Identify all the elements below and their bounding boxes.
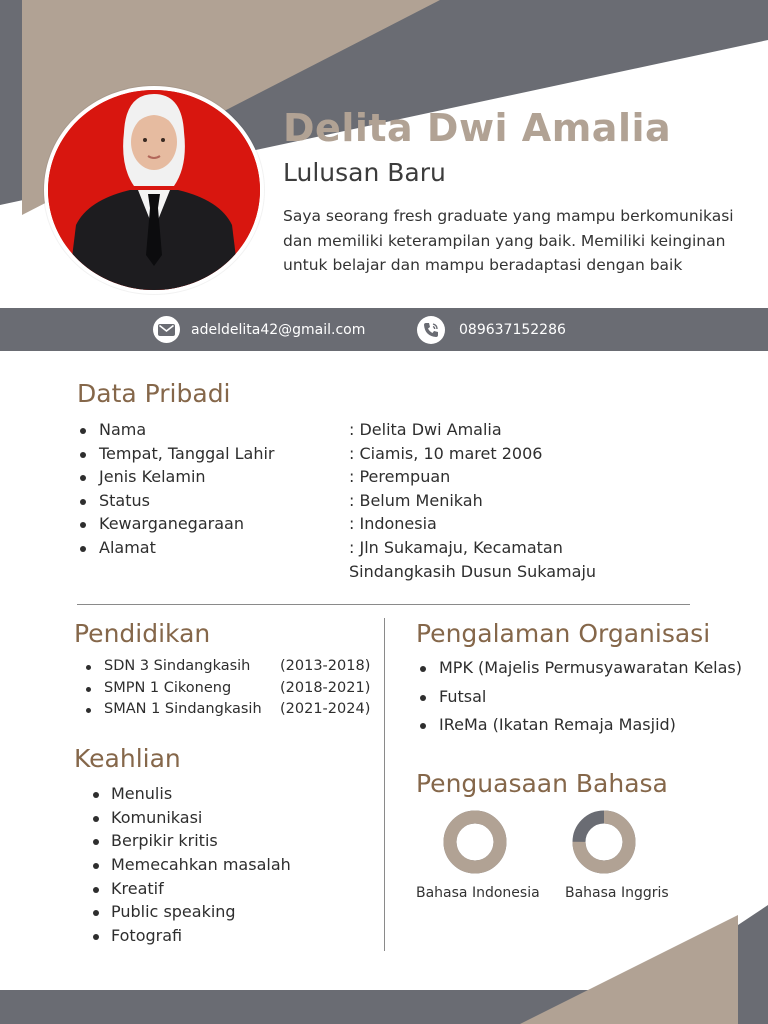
bottom-tan-triangle xyxy=(520,915,738,1024)
language-label-indonesia: Bahasa Indonesia xyxy=(416,885,540,901)
list-item: SDN 3 Sindangkasih (2013-2018) xyxy=(83,658,383,680)
phone-icon xyxy=(417,316,445,344)
profile-summary: Saya seorang fresh graduate yang mampu berkomunikasi dan memiliki keterampilan yang baik. Memiliki keinginan untuk belajar dan mampu beradaptasi dengan baik xyxy=(283,207,734,274)
contact-phone[interactable] xyxy=(417,308,566,351)
section-heading-pendidikan: Pendidikan xyxy=(74,619,211,648)
email-text: adeldelita42@gmail.com xyxy=(191,321,366,338)
section-heading-keahlian: Keahlian xyxy=(74,744,181,773)
profile-photo xyxy=(44,86,264,294)
list-item: SMPN 1 Cikoneng (2018-2021) xyxy=(83,680,383,702)
top-gray-wedge xyxy=(370,0,768,40)
contact-email[interactable] xyxy=(153,308,365,351)
section-heading-organisasi: Pengalaman Organisasi xyxy=(416,619,711,648)
language-label-inggris: Bahasa Inggris xyxy=(565,885,669,901)
column-divider xyxy=(384,618,385,951)
contact-bar xyxy=(0,308,768,351)
ring-fill xyxy=(450,817,500,867)
candidate-title: Lulusan Baru xyxy=(283,158,446,187)
language-ring-inggris xyxy=(569,808,639,878)
list-item: SMAN 1 Sindangkasih (2021-2024) xyxy=(83,701,383,723)
phone-text: 089637152286 xyxy=(459,321,566,338)
bottom-right-gray xyxy=(738,905,768,1024)
section-heading-data-pribadi: Data Pribadi xyxy=(77,379,231,408)
education-list xyxy=(83,658,383,723)
mail-icon xyxy=(153,316,180,343)
language-ring-indonesia xyxy=(440,808,510,878)
section-heading-bahasa: Penguasaan Bahasa xyxy=(416,769,668,798)
section-divider xyxy=(77,604,690,605)
candidate-name: Delita Dwi Amalia xyxy=(283,106,672,150)
